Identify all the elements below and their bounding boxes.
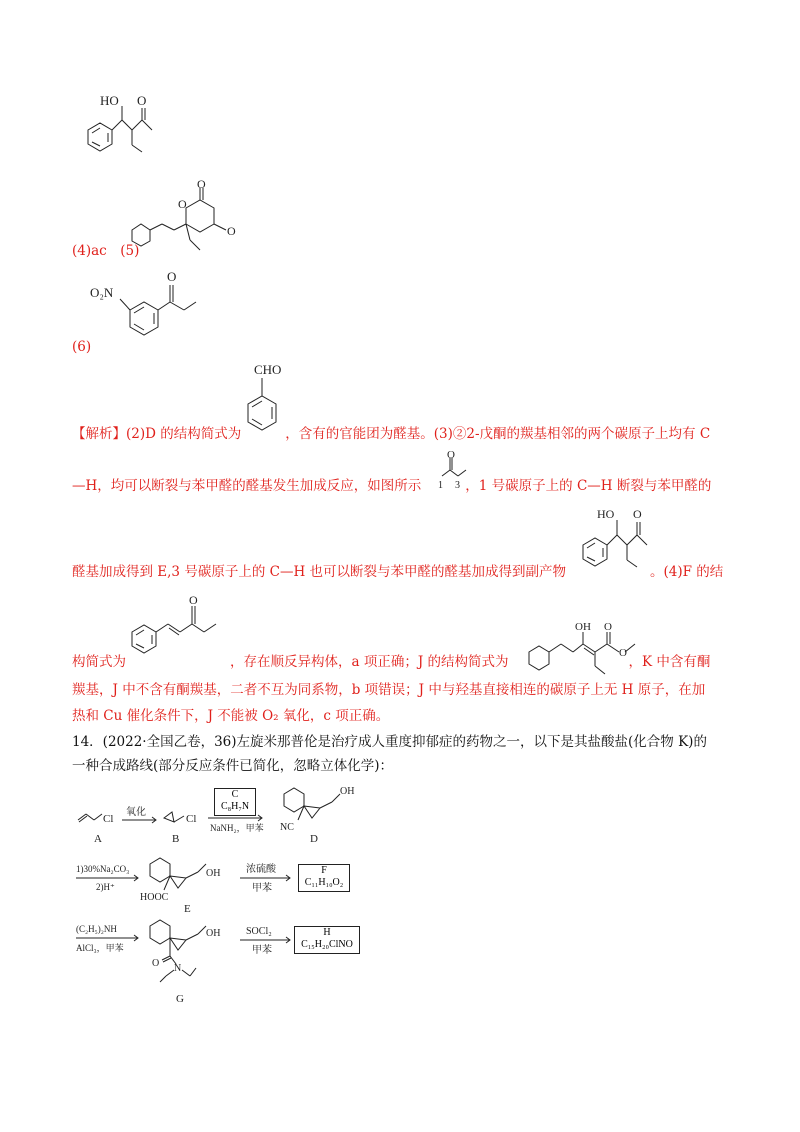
ring-o-label: O: [178, 197, 187, 211]
arrow-oxidation: [122, 802, 162, 832]
oxo-label: O: [189, 593, 198, 607]
arrow-top-label: SOCl₂: [246, 926, 272, 937]
ester-carbonyl-o-label: O: [604, 621, 612, 633]
chloro-label: Cl: [103, 813, 114, 825]
arrow-bottom-label: 甲苯: [252, 883, 272, 894]
arrow-acid: [240, 860, 300, 900]
analysis-line-5: 羰基，J 中不含有酮羰基，二者不互为同系物，b 项错误；J 中与羟基直接相连的碳原子上无 H 原子，在加: [72, 682, 706, 698]
arrow-amidation: [76, 920, 146, 960]
compound-e: [140, 852, 240, 916]
cyclopropane: [170, 876, 186, 888]
compound-a-label: A: [94, 833, 102, 845]
oxo-label: O: [137, 93, 147, 108]
arrow-bottom-label: AlCl₃，甲苯: [76, 943, 124, 953]
arrow-conditions: NaNH₂，甲苯: [210, 823, 264, 833]
structure-nitro-ketone: [90, 265, 220, 355]
carboxyl-label: HOOC: [140, 892, 169, 903]
product-h-box: H C₁₅H₂₀ClNO: [294, 926, 360, 954]
amide-n-label: N: [174, 963, 182, 974]
answer-6: (6): [72, 339, 92, 355]
benzene-ring: [284, 788, 304, 812]
analysis-line-1: 【解析】(2)D 的结构简式为 ，含有的官能团为醛基。(3)②2-戊酮的羰基相邻的两个碳原子上均有 C: [72, 426, 711, 442]
cyclopropane: [170, 938, 186, 950]
arrow-label: 氧化: [126, 807, 146, 818]
analysis-line-2: —H，均可以断裂与苯甲醛的醛基发生加成反应，如图所示 ，1 号碳原子上的 C—H 断裂与苯甲醛的: [72, 478, 712, 494]
arrow-top-label: 1)30%Na₂CO₃: [76, 864, 130, 874]
hydroxy-label: OH: [340, 786, 355, 797]
structure-hydroxy-ketone: [70, 90, 170, 180]
nitro-label: O₂N: [90, 285, 114, 300]
question-14-line-1: 14．(2022·全国乙卷，36)左旋米那普伦是治疗成人重度抑郁症的药物之一，以下是其盐酸盐(化合物 K)的: [72, 734, 707, 750]
question-14-line-2: 一种合成路线(部分反应条件已简化，忽略立体化学)：: [72, 758, 394, 774]
compound-d: [270, 780, 360, 844]
lactone-ring: [186, 200, 214, 232]
carbon-3-label: 3: [455, 480, 460, 491]
carbon-1-label: 1: [438, 480, 443, 491]
hydroxy-label: HO: [100, 93, 119, 108]
benzene-ring: [132, 224, 150, 246]
analysis-line-6: 热和 Cu 催化条件下，J 不能被 O₂ 氧化，c 项正确。: [72, 708, 390, 724]
compound-e-label: E: [184, 903, 191, 915]
arrow-top-label: 浓硫酸: [246, 864, 276, 875]
analysis-line-4: 构简式为 ，存在顺反异构体，a 项正确；J 的结构简式为 ，K 中含有酮: [72, 654, 711, 670]
oxo-label: O: [447, 449, 455, 461]
chloro-label: Cl: [186, 813, 197, 825]
hydroxy-label: OH: [206, 868, 221, 879]
arrow-chlorination: [240, 922, 300, 962]
ester-o-label: O: [619, 647, 627, 659]
arrow-hydrolysis: [76, 858, 146, 898]
compound-g: [140, 916, 240, 1016]
structure-f-enone: [128, 590, 228, 660]
nitrile-label: NC: [280, 822, 294, 833]
carbonyl-o-label: O: [152, 958, 160, 969]
hydroxy-label: OH: [206, 928, 221, 939]
reaction-scheme: [74, 780, 374, 1020]
structure-lactone: [128, 178, 238, 258]
arrow-bottom-label: 2)H⁺: [96, 882, 115, 892]
hydroxy-label: HO: [597, 507, 615, 521]
reagent-c-box: C C₈H₇N: [214, 788, 256, 816]
benzene-ring: [150, 858, 170, 882]
arrow-c: [208, 816, 268, 840]
answer-4-5: (4)ac (5): [72, 243, 140, 259]
hydroxy-label: OH: [575, 621, 591, 633]
compound-d-label: D: [310, 833, 318, 845]
carbonyl-o-label: O: [197, 177, 206, 191]
arrow-top-label: (C₂H₅)₂NH: [76, 924, 117, 934]
compound-g-label: G: [176, 993, 184, 1005]
compound-b-label: B: [172, 833, 180, 845]
ketone-o-label: O: [167, 269, 177, 284]
aldehyde-label: CHO: [254, 362, 282, 377]
arrow-bottom-label: 甲苯: [252, 945, 272, 956]
ketone-o-label: O: [227, 224, 236, 238]
benzene-ring: [150, 920, 170, 944]
product-f-box: F C₁₁H₁₀O₂: [298, 864, 350, 892]
analysis-line-3: 醛基加成得到 E,3 号碳原子上的 C—H 也可以断裂与苯甲醛的醛基加成得到副产物 。(4)F 的结: [72, 564, 724, 580]
cyclopropane: [304, 806, 320, 818]
oxo-label: O: [633, 507, 642, 521]
